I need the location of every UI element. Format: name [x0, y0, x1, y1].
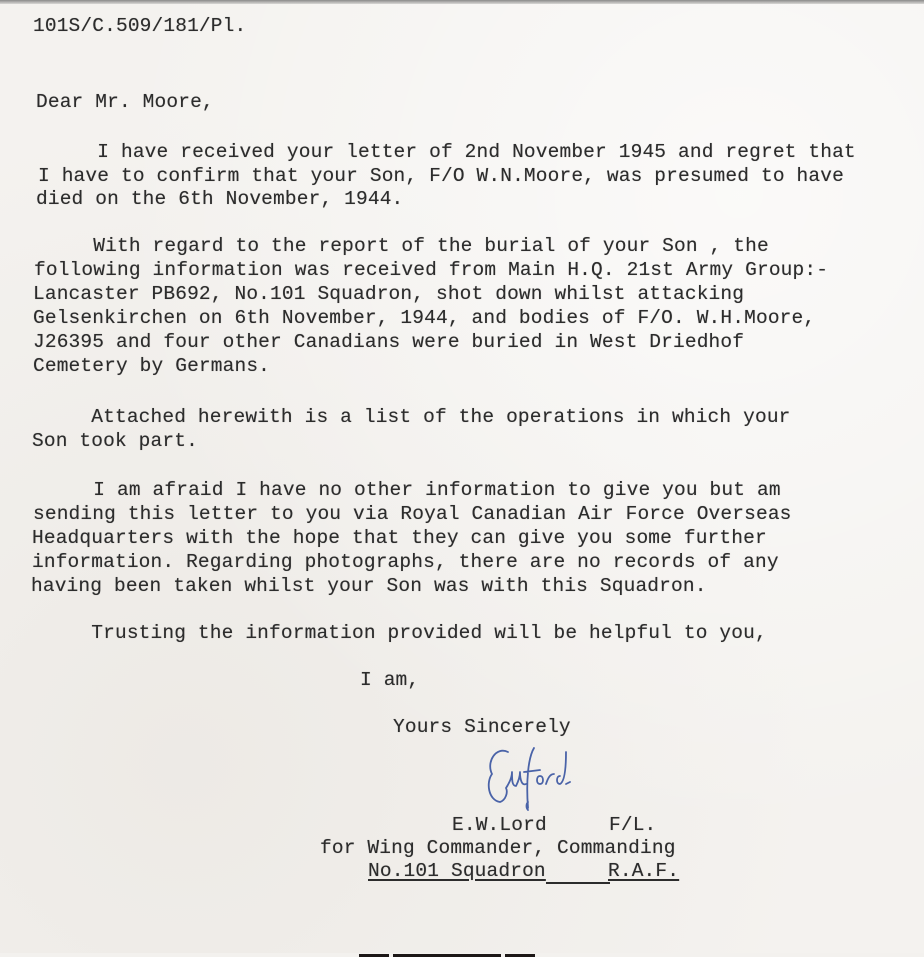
- paragraph-line: having been taken whilst your Son was with this Squadron.: [31, 575, 707, 597]
- paragraph-line: sending this letter to you via Royal Canadian Air Force Overseas: [33, 503, 792, 525]
- closing-yours-sincerely: Yours Sincerely: [393, 716, 571, 738]
- paragraph-line: I have received your letter of 2nd November 1945 and regret that: [38, 141, 856, 163]
- paragraph-line: following information was received from Main H.Q. 21st Army Group:-: [34, 259, 829, 281]
- signatory-on-behalf: for Wing Commander, Commanding: [320, 837, 676, 859]
- paragraph-line: Cemetery by Germans.: [33, 355, 271, 377]
- paragraph-line: Trusting the information provided will be helpful to you,: [32, 622, 767, 644]
- paragraph-line: Attached herewith is a list of the operations in which your: [32, 406, 791, 428]
- paragraph-line: Headquarters with the hope that they can give you some further: [32, 527, 767, 549]
- paragraph-line: information. Regarding photographs, there are no records of any: [32, 551, 779, 573]
- closing-i-am: I am,: [360, 669, 420, 691]
- salutation: Dear Mr. Moore,: [36, 91, 214, 113]
- signatory-unit: No.101 Squadron: [368, 860, 546, 882]
- signatory-rank: F/L.: [609, 814, 657, 836]
- handwritten-signature: [482, 742, 572, 814]
- reference-number: 101S/C.509/181/Pl.: [33, 15, 247, 37]
- paragraph-line: Lancaster PB692, No.101 Squadron, shot down whilst attacking: [33, 283, 745, 305]
- paragraph-line: died on the 6th November, 1944.: [36, 188, 404, 210]
- paragraph-line: J26395 and four other Canadians were buried in West Driedhof: [33, 331, 745, 353]
- paragraph-line: I am afraid I have no other information to give you but am: [34, 479, 781, 501]
- signatory-service: R.A.F.: [608, 860, 680, 882]
- paragraph-line: Son took part.: [32, 430, 198, 452]
- paragraph-line: Gelsenkirchen on 6th November, 1944, and bodies of F/O. W.H.Moore,: [33, 307, 816, 329]
- paragraph-line: With regard to the report of the burial of your Son , the: [34, 235, 769, 257]
- signatory-name: E.W.Lord: [452, 814, 547, 836]
- paragraph-line: I have to confirm that your Son, F/O W.N.Moore, was presumed to have: [38, 165, 844, 187]
- letter-page: [0, 4, 924, 953]
- underline-connector: [546, 882, 610, 884]
